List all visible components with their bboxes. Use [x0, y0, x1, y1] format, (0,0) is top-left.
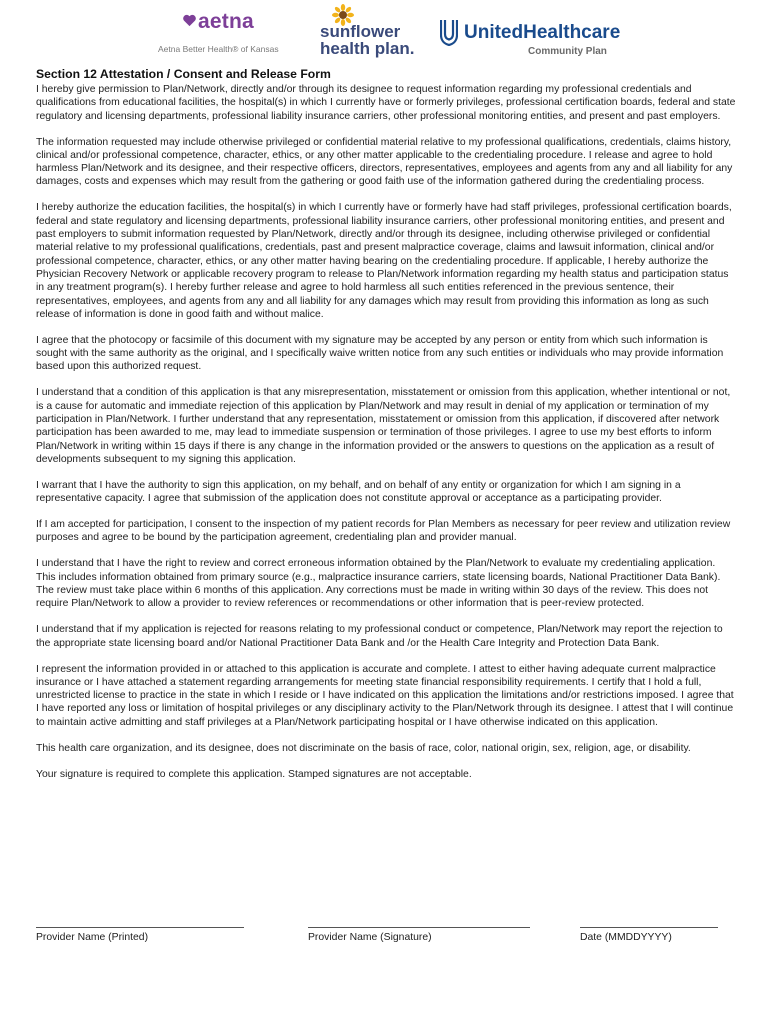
paragraph-review-rights: I understand that I have the right to review and correct erroneous information obtained by the Plan/Network to evaluate my credentialing application. This includes information obtained from primary source (e.g., malpractice insurance carriers, state licensing boards, National Practitioner Data Bank). The review must take place within 6 months of this application. Any corrections must be made in writing within 30 days of the review. This does not require Plan/Network to allow a provider to review references or recommendations or other information that is peer-review protected.	[36, 558, 721, 610]
paragraph-rejection: I understand that if my application is rejected for reasons relating to my professional conduct or competence, Plan/Network may report the rejection to the appropriate state licensing board and/or National Practitioner Data Bank and /or the Health Care Integrity and Protection Data Bank.	[36, 624, 723, 649]
attestation-document	[36, 67, 736, 794]
paragraph-participation: If I am accepted for participation, I consent to the inspection of my patient records for Plan Members as necessary for peer review and utilization review purposes and agree to be bound by the participation agreement, credentialing plan and provider manual.	[36, 519, 731, 544]
printed-name-line[interactable]	[36, 927, 244, 928]
printed-name-label: Provider Name (Printed)	[36, 932, 149, 943]
heart-icon	[182, 13, 197, 28]
uhc-subtitle: Community Plan	[528, 46, 607, 57]
paragraph-nondiscrimination: This health care organization, and its designee, does not discriminate on the basis of race, color, national origin, sex, religion, age, or disability.	[36, 742, 691, 754]
signature-field[interactable]	[308, 927, 530, 943]
aetna-wordmark: aetna	[198, 10, 254, 33]
aetna-subtitle: Aetna Better Health® of Kansas	[158, 44, 279, 54]
paragraph-photocopy: I agree that the photocopy or facsimile of this document with my signature may be accepted by any person or entity from which such information is sought with the same authority as the original, and I specifically waive written notice from any such entities or individuals who may provide information based upon this authorized request.	[36, 334, 724, 373]
date-field[interactable]	[580, 927, 718, 943]
signature-line[interactable]	[308, 927, 530, 928]
date-label: Date (MMDDYYYY)	[580, 932, 672, 943]
paragraph-misrepresentation: I understand that a condition of this application is that any misrepresentation, misstatement or omission from this application, whether intentional or not, is a cause for automatic and immediate rejection of this application by Plan/Network and may result in denial of my application or termination of my participation in Plan/Network. I further understand that any representation, misstatement or omission from this application, if discovered after network participation has been awarded to me, may lead to immediate suspension or termination of those privileges. I agree to use my best efforts to inform Plan/Network in writing within 15 days if there is any change in the information provided or the answers to questions on the application as a result of developments subsequent to my signing this application.	[36, 387, 731, 465]
aetna-logo	[152, 8, 287, 58]
paragraph-permission: I hereby give permission to Plan/Network, directly and/or through its designee to request information regarding my professional credentials and qualifications from educational facilities, the hospital(s) in which I currently have or formerly privileges, professional certification boards, federal and state regulatory and licensing departments, professional liability insurance carriers, other professional monitoring entities, and present and past employers.	[36, 84, 736, 122]
paragraph-warrant: I warrant that I have the authority to sign this application, on my behalf, and on behalf of any entity or organization for which I am signing in a representative capacity. I agree that submission of the application does not constitute approval or acceptance as a participating provider.	[36, 479, 681, 505]
date-line[interactable]	[580, 927, 718, 928]
sunflower-wordmark-line1: sunflower	[320, 22, 401, 41]
paragraph-representation: I represent the information provided in or attached to this application is accurate and complete. I attest to either having adequate current malpractice insurance or I have attached a statement regarding arrangements for meeting state financial responsibility requirements. I certify that I hold a full, unrestricted license to practice in the state in which I reside or I have indicated on this application the limitations and/or restrictions imposed. I agree that I have reported any loss or limitation of hospital privileges or any disciplinary activity to the Plan/Network through its designee. I attest that I will continue to maintain active admitting and staff privileges at a Plan/Network participating hospital or I have otherwise indicated on this application.	[36, 663, 734, 728]
uhc-shield-icon	[440, 18, 458, 46]
unitedhealthcare-logo	[440, 18, 620, 60]
section-title: Section 12 Attestation / Consent and Release Form	[36, 67, 331, 81]
printed-name-field[interactable]	[36, 927, 244, 943]
uhc-wordmark: UnitedHealthcare	[464, 22, 621, 43]
paragraph-signature-required: Your signature is required to complete this application. Stamped signatures are not acceptable.	[36, 768, 472, 780]
paragraph-authorization: I hereby authorize the education facilities, the hospital(s) in which I currently have or formerly have had staff privileges, professional certification boards, federal and state regulatory and licensing departments, professional liability insurance carriers, other professional monitoring entities, and present and past employers to submit information requested by Plan/Network, directly and/or through its designee, including otherwise privileged or confidential material relative to my professional qualifications, credentials, past and present malpractice coverage, claims and lawsuit information, clinical and/or professional competence, character, ethics, or any other matter having bearing on the credentialing procedure. If applicable, I hereby authorize the Physician Recovery Network or applicable recovery program to release to Plan/Network information regarding my health status and participation status in any treatment program(s). I hereby further release and agree to hold harmless all such entities referenced in the previous sentence, their representatives, employees, and agents from any and all liability for any damages which may result from providing this information as long as such release of information is done in good faith and without malice.	[36, 202, 732, 320]
paragraph-information-requested: The information requested may include otherwise privileged or confidential material relative to my professional qualifications, credentials, claims history, clinical and/or professional competence, character, ethics, or any other matter applicable to the credentialing procedure. I release and agree to hold harmless Plan/Network and its designee, and their respective officers, directors, representatives, employees and agents from any and all liability for any damages, costs and expenses which may result from the gathering or good faith use of the information gathered during the credentialing process.	[36, 136, 733, 188]
signature-label: Provider Name (Signature)	[308, 932, 432, 943]
signature-row	[36, 927, 736, 957]
sunflower-logo	[318, 4, 418, 64]
sunflower-wordmark-line2: health plan.	[320, 39, 415, 58]
